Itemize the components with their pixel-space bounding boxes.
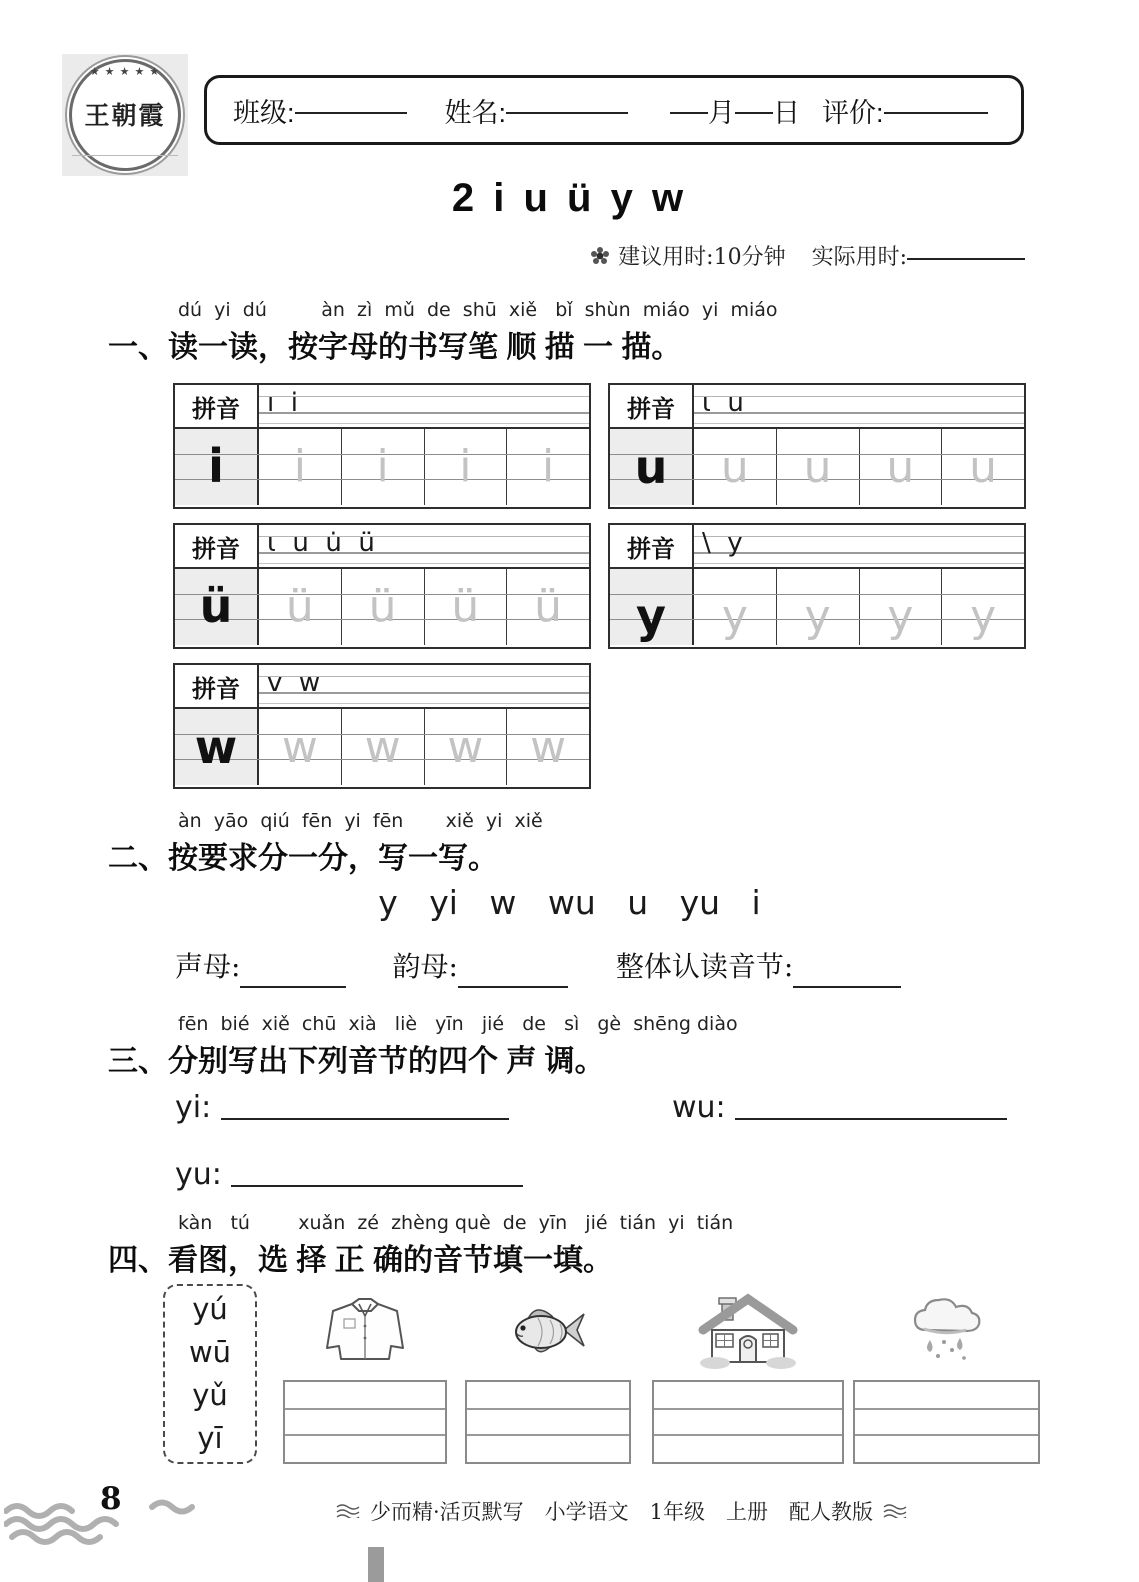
logo-ring-line [72, 155, 178, 156]
wu-row [672, 1090, 1007, 1125]
figure-column [465, 1284, 631, 1464]
option-item: wū [188, 1335, 232, 1369]
letters-pool: y yi w wu u yu i [378, 883, 761, 922]
footer-text-row [0, 1496, 1139, 1526]
student-info-box [204, 75, 1024, 145]
pinyin-label: 拼音 [175, 665, 259, 707]
wu-label: wu: [672, 1090, 726, 1125]
yi-row [175, 1090, 509, 1125]
flower-icon [590, 246, 610, 266]
wave-icon [883, 1504, 907, 1518]
shengmu-blank [240, 986, 346, 988]
writing-grid-i [173, 383, 591, 509]
page-number: 8 [100, 1481, 122, 1517]
trace-letter: ü [425, 569, 508, 645]
answer-grid [853, 1380, 1040, 1464]
option-item: yī [197, 1421, 223, 1455]
section4-pinyin: kàn tú xuǎn zé zhèng què de yīn jié tián yi tián [178, 1212, 734, 1234]
model-letter: ü [175, 569, 259, 645]
writing-grid-y [608, 523, 1026, 649]
yi-label: yi: [175, 1090, 212, 1125]
trace-letter: w [259, 709, 342, 785]
option-item: yǔ [192, 1378, 228, 1412]
section3-heading: 三、分别写出下列音节的四个 声 调。 [108, 1045, 605, 1078]
trace-letter: y [694, 569, 777, 645]
logo-name: 王朝霞 [84, 101, 166, 130]
section2-heading: 二、按要求分一分，写一写。 [108, 842, 498, 875]
footer-text: 少而精·活页默写 小学语文 1年级 上册 配人教版 [369, 1500, 874, 1524]
wave-icon [336, 1504, 360, 1518]
trace-letter: i [542, 440, 555, 492]
pinyin-label: 拼音 [610, 385, 694, 427]
actual-time-blank [907, 258, 1025, 260]
class-label: 班级: [233, 97, 295, 128]
day-blank [735, 112, 773, 114]
pinyin-label: 拼音 [610, 525, 694, 567]
trace-letter: w [342, 709, 425, 785]
stars-icon: ★ ★ ★ ★ ★ [89, 66, 161, 78]
model-letter: w [175, 709, 259, 785]
model-letter: i [175, 429, 259, 505]
trace-letter: ü [534, 580, 563, 632]
fish-icon [465, 1284, 631, 1376]
house-icon [652, 1284, 844, 1376]
option-item: yú [192, 1292, 228, 1326]
month-blank [670, 112, 708, 114]
writing-grid-u [608, 383, 1026, 509]
yu-blank [231, 1185, 523, 1187]
trace-letter: u [860, 429, 943, 505]
day-label: 日 [773, 97, 801, 128]
trace-letter: w [530, 721, 567, 773]
answer-grid [652, 1380, 844, 1464]
month-label: 月 [708, 97, 736, 128]
figure-column [652, 1284, 844, 1464]
page-title: 2 i u ü y w [451, 176, 688, 220]
trace-letter: ü [342, 569, 425, 645]
answer-grid [283, 1380, 447, 1464]
rating-label: 评价: [822, 97, 884, 128]
figure-column [283, 1284, 447, 1464]
section1-heading: 一、读一读，按字母的书写笔 顺 描 一 描。 [108, 331, 682, 364]
trace-letter: y [860, 569, 943, 645]
yunmu-blank [458, 986, 568, 988]
section2-fields [175, 945, 901, 985]
class-blank [295, 112, 407, 114]
writing-grid-uu [173, 523, 591, 649]
yi-blank [221, 1118, 509, 1120]
pinyin-label: 拼音 [175, 525, 259, 567]
section4-heading: 四、看图，选 择 正 确的音节填一填。 [108, 1244, 614, 1277]
publisher-logo [62, 54, 188, 176]
zhengti-label: 整体认读音节: [615, 950, 794, 983]
yu-label: yu: [175, 1157, 222, 1192]
rating-blank [884, 112, 988, 114]
name-label: 姓名: [444, 97, 507, 128]
trace-letter: i [425, 429, 508, 505]
yu-row [175, 1157, 523, 1192]
stroke-order-strip: v w [259, 665, 589, 707]
stroke-order-strip: ι u u̇ ü [259, 525, 589, 567]
trace-letter: u [969, 441, 998, 493]
trace-letter: y [777, 569, 860, 645]
rain-cloud-icon [853, 1284, 1040, 1376]
section2-pinyin: àn yāo qiú fēn yi fēn xiě yi xiě [178, 810, 543, 832]
shengmu-label: 声母: [175, 950, 241, 983]
section3-pinyin: fēn bié xiě chū xià liè yīn jié de sì gè shēng diào [178, 1013, 738, 1035]
actual-time-label: 实际用时: [811, 245, 907, 270]
time-row [590, 240, 1025, 271]
stroke-order-strip: ι u [694, 385, 1024, 427]
binding-mark [368, 1547, 384, 1582]
trace-letter: u [777, 429, 860, 505]
model-letter: y [610, 569, 694, 645]
pinyin-label: 拼音 [175, 385, 259, 427]
stroke-order-strip: \ y [694, 525, 1024, 567]
name-blank [506, 112, 628, 114]
figure-column [853, 1284, 1040, 1464]
syllable-option-box [163, 1284, 257, 1464]
zhengti-blank [793, 986, 901, 988]
model-letter: u [610, 429, 694, 505]
trace-letter: w [425, 709, 508, 785]
trace-letter: i [342, 429, 425, 505]
trace-letter: y [970, 590, 997, 642]
yunmu-label: 韵母: [392, 950, 458, 983]
stroke-order-strip: ı i [259, 385, 589, 427]
answer-grid [465, 1380, 631, 1464]
wu-blank [735, 1118, 1007, 1120]
shirt-icon [283, 1284, 447, 1376]
logo-badge [69, 59, 181, 171]
trace-letter: i [259, 429, 342, 505]
section1-pinyin: dú yi dú àn zì mǔ de shū xiě bǐ shùn miáo yi miáo [178, 299, 778, 321]
trace-letter: u [694, 429, 777, 505]
writing-grid-w [173, 663, 591, 789]
suggested-time-label: 建议用时:10分钟 [618, 245, 786, 270]
trace-letter: ü [259, 569, 342, 645]
